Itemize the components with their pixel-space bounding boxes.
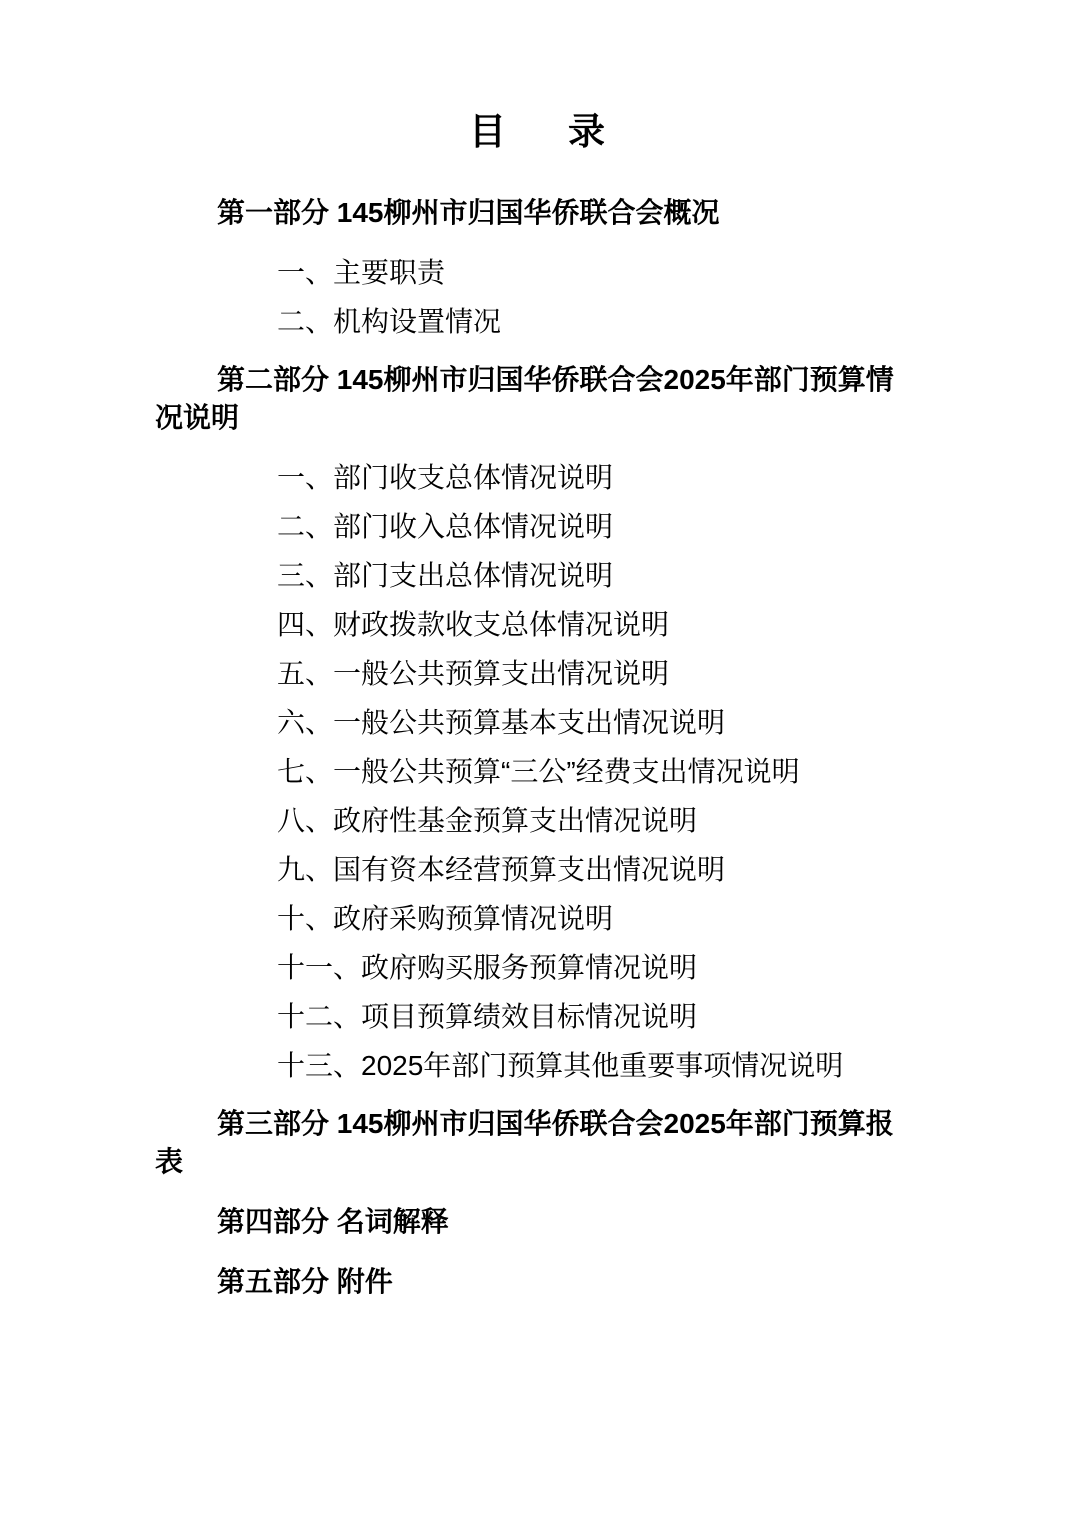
toc-item-2-6: 六、一般公共预算基本支出情况说明	[277, 707, 726, 738]
toc-section-4-heading: 第四部分 名词解释	[217, 1206, 449, 1237]
toc-item-1-2: 二、机构设置情况	[277, 306, 502, 337]
toc-item-2-4: 四、财政拨款收支总体情况说明	[277, 609, 670, 640]
toc-item-2-11: 十一、政府购买服务预算情况说明	[277, 952, 698, 983]
toc-item-2-9: 九、国有资本经营预算支出情况说明	[277, 854, 726, 885]
toc-item-2-3: 三、部门支出总体情况说明	[277, 560, 614, 591]
toc-item-2-10: 十、政府采购预算情况说明	[277, 903, 614, 934]
toc-item-2-8: 八、政府性基金预算支出情况说明	[277, 805, 698, 836]
toc-section-1-heading: 第一部分 145柳州市归国华侨联合会概况	[217, 197, 720, 228]
toc-section-2-heading: 第二部分 145柳州市归国华侨联合会2025年部门预算情况说明	[155, 364, 894, 433]
toc-section-5-heading: 第五部分 附件	[217, 1266, 393, 1297]
toc-section-3-heading: 第三部分 145柳州市归国华侨联合会2025年部门预算报表	[155, 1108, 894, 1177]
toc-item-2-2: 二、部门收入总体情况说明	[277, 511, 614, 542]
toc-item-2-12: 十二、项目预算绩效目标情况说明	[277, 1001, 698, 1032]
toc-item-1-1: 一、主要职责	[277, 257, 446, 288]
toc-item-2-1: 一、部门收支总体情况说明	[277, 462, 614, 493]
toc-item-2-7: 七、一般公共预算“三公”经费支出情况说明	[277, 756, 800, 787]
page-title: 目 录	[468, 111, 606, 152]
toc-item-2-5: 五、一般公共预算支出情况说明	[277, 658, 670, 689]
toc-item-2-13: 十三、2025年部门预算其他重要事项情况说明	[277, 1050, 844, 1081]
